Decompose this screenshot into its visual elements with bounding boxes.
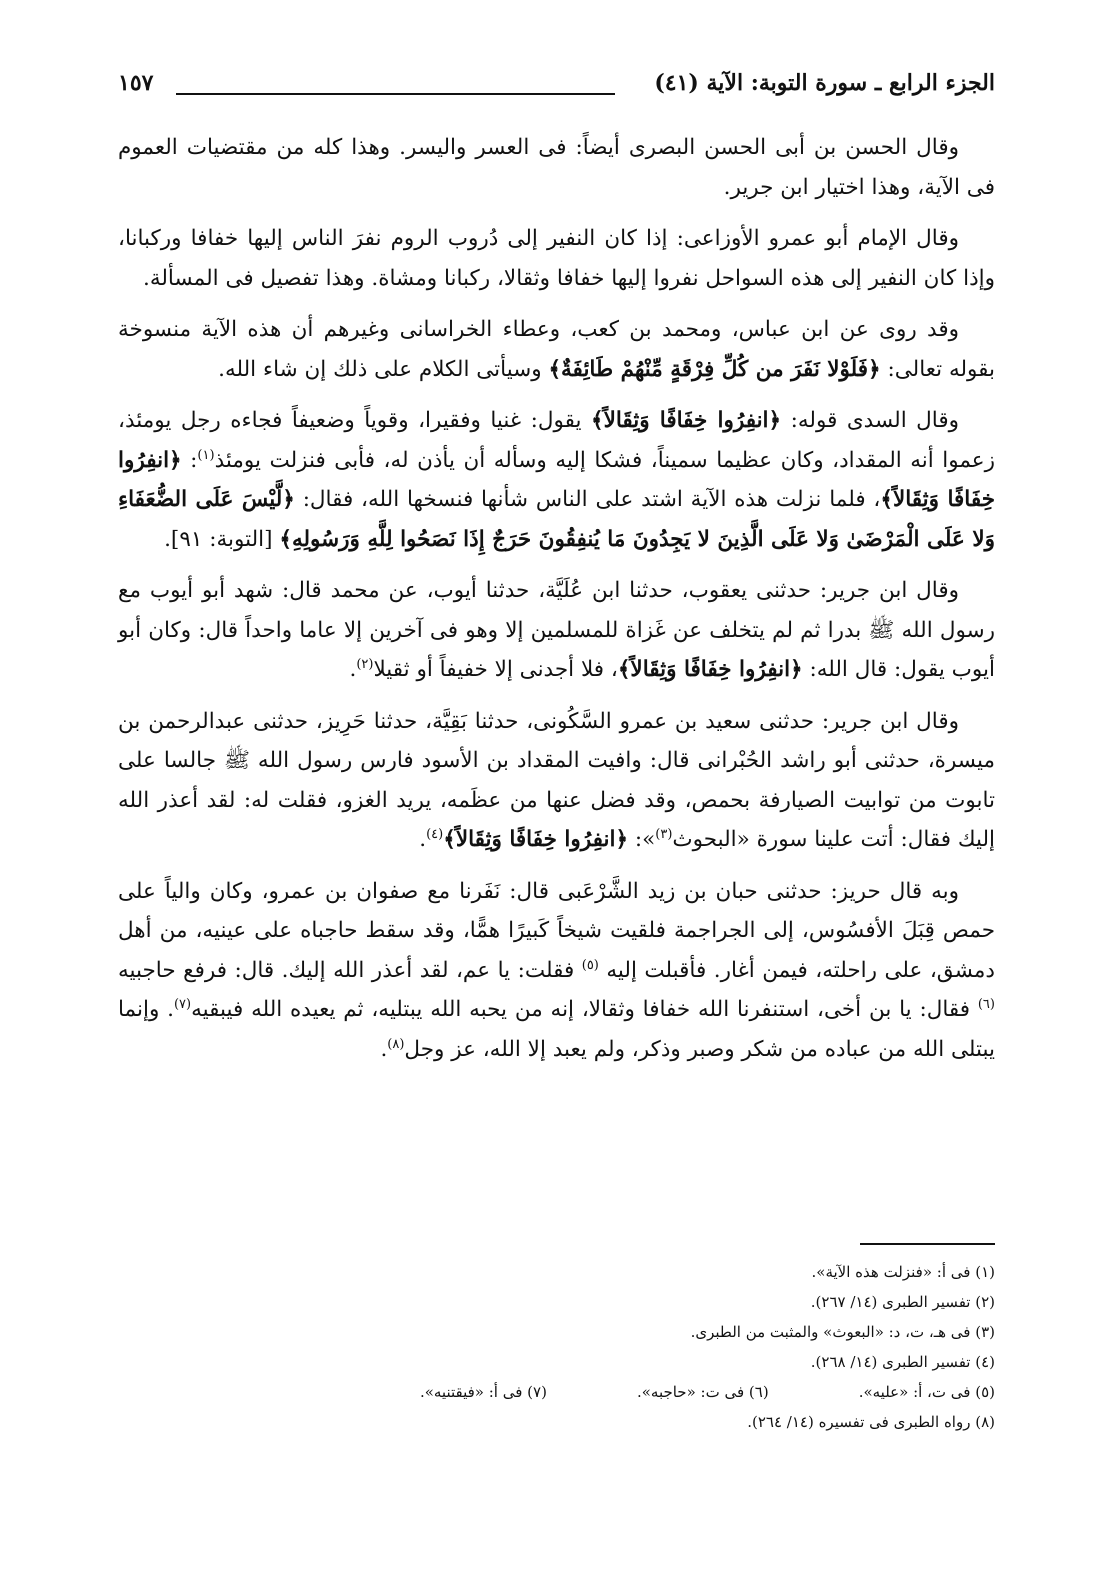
quran-verse: ﴿لَّيْسَ عَلَى الضُّعَفَاءِ وَلا عَلَى الْمَرْضَىٰ وَلا عَلَى الَّذِينَ لا يَجِدُونَ مَا يُنفِقُونَ حَرَجٌ إِذَا نَصَحُوا لِلَّهِ وَرَسُولِهِ﴾ [118,487,995,552]
paragraph-text: وقال ابن جرير: حدثنى يعقوب، حدثنا ابن عُلَيَّة، حدثنا أيوب، عن محمد قال: شهد أبو أيوب مع رسول الله ﷺ بدرا ثم لم يتخلف عن غَزاة للمسلمين إلا وهو فى آخرين إلا عاما واحداً قال: وكان أبو أيوب يقول: قال الله: [118,578,995,682]
paragraph-text: وقال السدى قوله: [781,408,959,433]
footnote-ref: (٣) [655,826,673,842]
paragraph [118,128,995,207]
paragraph-text: وقد روى عن ابن عباس، ومحمد بن كعب، وعطاء الخراسانى وغيرهم أن هذه الآية منسوخة بقوله تعالى: [118,317,995,382]
footnote-ref: (٧) [173,996,192,1012]
quran-verse: ﴿انفِرُوا خِفَافًا وَثِقَالاً﴾ [590,408,782,433]
paragraph-text: : [181,447,198,473]
paragraph [118,219,995,298]
paragraph-text: وقال الحسن بن أبى الحسن البصرى أيضاً: فى العسر واليسر. وهذا كله من مقتضيات العموم فى الآية، وهذا اختيار ابن جرير. [118,135,995,200]
running-title: الجزء الرابع ـ سورة التوبة: الآية (٤١) [654,70,995,96]
paragraph-text: »: [628,827,656,852]
paragraph-text: [التوبة: ٩١]. [164,526,280,552]
paragraph-text: . [349,657,357,682]
footnote-5: (٥) فى ت، أ: «عليه». [858,1383,995,1401]
paragraph-text: ، فلما نزلت هذه الآية اشتد على الناس شأنها فنسخها الله، فقال: [294,487,881,512]
paragraph-text: يقول: غنيا وفقيرا، وقوياً وضعيفاً فجاءه رجل يومئذ، زعموا أنه المقداد، وكان عظيما سميناً، فشكا إليه وسأله أن يأذن له، فأبى فنزلت يومئذ [118,408,995,473]
footnote-ref: (٨) [387,1036,405,1052]
footnote-separator [860,1243,995,1245]
paragraph-text: فقلت: يا عم، لقد أعذر الله إليك. قال: فرفع حاجبيه [118,957,582,983]
paragraph [118,571,995,690]
quran-verse: ﴿انفِرُوا خِفَافًا وَثِقَالاً﴾ [443,827,629,852]
main-text [118,128,995,1081]
footnote-3: (٣) فى هـ، ت، د: «البعوث» والمثبت من الطبرى. [690,1323,995,1341]
header-rule [176,93,615,95]
footnote-ref: (٢) [356,656,374,672]
paragraph-text: فقال: يا بن أخى، استنفرنا الله خفافا وثقالا، إنه من يحبه الله يبتليه، ثم يعيده الله فيبقيه [191,997,978,1022]
footnote-8: (٨) رواه الطبرى فى تفسيره (١٤/ ٢٦٤). [747,1413,995,1431]
paragraph [118,872,995,1070]
footnote-ref: (٦) [977,996,995,1012]
footnote-ref: (٥) [581,957,599,973]
paragraph-text: . [380,1036,388,1062]
footnote-7: (٧) فى أ: «فيقتنيه». [419,1383,547,1401]
footnote-4: (٤) تفسير الطبرى (١٤/ ٢٦٨). [810,1353,995,1371]
page-number: ١٥٧ [118,70,154,96]
quran-verse: ﴿انفِرُوا خِفَافًا وَثِقَالاً﴾ [617,657,803,682]
paragraph-text: وسيأتى الكلام على ذلك إن شاء الله. [218,356,549,382]
paragraph-text: وقال ابن جرير: حدثنى سعيد بن عمرو السَّكُونى، حدثنا بَقِيَّة، حدثنا حَرِيز، حدثنى عبدالرحمن بن ميسرة، حدثنى أبو راشد الحُبْرانى قال: وافيت المقداد بن الأسود فارس رسول الله ﷺ جالسا على تابوت من توابيت الصيارفة بحمص، وقد فضل عنها من عظَمه، يريد الغزو، فقلت له: لقد أعذر الله إليك فقال: أتت علينا سورة «البحوث [118,708,995,852]
paragraph [118,401,995,559]
footnote-ref: (٤) [426,826,444,842]
paragraph [118,702,995,860]
footnote-2: (٢) تفسير الطبرى (١٤/ ٢٦٧). [810,1293,995,1311]
footnote-row [118,1377,995,1407]
quran-verse: ﴿فَلَوْلا نَفَرَ من كُلِّ فِرْقَةٍ مِّنْهُمْ طَائِفَةٌ﴾ [548,356,881,382]
footnote-1: (١) فى أ: «فنزلت هذه الآية». [811,1263,995,1281]
paragraph [118,310,995,389]
paragraph-text: وبه قال حريز: حدثنى حبان بن زيد الشَّرْعَبى قال: نَفَرنا مع صفوان بن عمرو، وكان والياً على حمص قِبَلَ الأفسُوس، إلى الجراجمة فلقيت شيخاً كَبيرًا همًّا، وقد سقط حاجباه على عينيه، من أهل دمشق، على راحلته، فيمن أغار. فأقبلت إليه [118,878,995,983]
paragraph-text: . [419,827,427,852]
page-header [118,70,995,110]
paragraph-text: وقال الإمام أبو عمرو الأوزاعى: إذا كان النفير إلى دُروب الروم نفرَ الناس إليها خفافا وركبانا، وإذا كان النفير إلى هذه السواحل نفروا إليها خفافا وثقالا، ركبانا ومشاة. وهذا تفصيل فى المسألة. [118,226,995,291]
quran-verse: ﴿انفِرُوا خِفَافًا وَثِقَالاً﴾ [118,447,995,512]
paragraph-text: . وإنما يبتلى الله من عباده من شكر وصبر وذكر، ولم يعبد إلا الله، عز وجل [118,997,995,1062]
footnote-ref: (١) [197,447,215,463]
footnote-6: (٦) فى ت: «حاجبه». [636,1383,769,1401]
paragraph-text: ، فلا أجدنى إلا خفيفاً أو ثقيلا [373,657,618,682]
footnotes [118,1257,995,1437]
